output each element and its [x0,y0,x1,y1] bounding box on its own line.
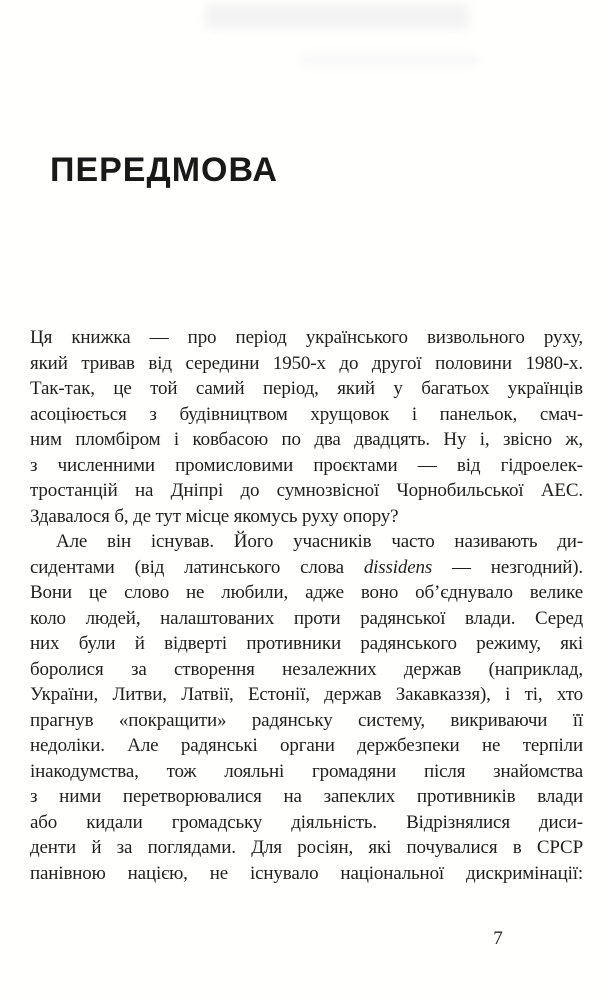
text-segment: недоліки. Але радянські органи держбезпеки не терпіли [30,735,583,756]
text-segment: або кидали громадську діяльність. Відрізнялися диси- [30,811,583,833]
text-segment: з ними перетворювалися на запеклих противників влади [30,786,583,807]
text-segment: Ця книжка — про період українського визвольного руху, [30,327,583,348]
text-segment: Вони це слово не любили, адже воно об’єднувало велике [30,582,583,603]
text-segment: коло людей, налаштованих проти радянської влади. Серед [30,607,583,629]
text-line [30,580,583,606]
chapter-heading: ПЕРЕДМОВА [50,151,278,189]
show-through-smudge [205,4,470,30]
text-line [30,606,583,632]
text-line [30,682,583,708]
text-line [30,861,583,887]
show-through-smudge-small [300,55,480,65]
text-line [30,657,583,683]
text-line [30,708,583,734]
text-line [30,733,583,759]
text-line [30,351,583,377]
latin-term-italic: dissidens [363,556,433,578]
text-segment: денти й за поглядами. Для росіян, які почувалися в СРСР [30,837,583,858]
text-segment: Так-так, це той самий період, який у багатьох українців [30,378,583,399]
text-segment: який тривав від середини 1950-х до другої половини 1980-х. [30,352,583,374]
text-segment: боролися за створення незалежних держав (наприклад, [30,658,583,680]
text-line [30,453,583,479]
text-segment: Здавалося б, де тут місце якомусь руху опору? [30,505,399,527]
text-line [30,427,583,453]
page-number: 7 [493,928,503,949]
text-line [30,402,583,428]
text-segment: України, Литви, Латвії, Естонії, держав Закавказзя), і ті, хто [30,684,583,705]
text-line [30,631,583,657]
text-line [30,325,583,351]
text-line [30,835,583,861]
text-line [30,376,583,402]
text-line [30,555,583,581]
text-line [30,784,583,810]
text-line [30,529,583,555]
text-segment: — незгодний). [432,556,584,578]
text-segment: прагнув «покращити» радянську систему, викриваючи її [30,709,583,731]
text-segment: них були й відверті противники радянського режиму, які [30,633,583,654]
text-segment: ним пломбіром і ковбасою по два двадцять. Ну і, звісно ж, [30,429,583,450]
text-segment: сидентами (від латинського слова [30,556,364,578]
text-segment: тростанцій на Дніпрі до сумнозвісної Чорнобильської АЕС. [30,480,583,501]
text-segment: інакодумства, тож лояльні громадяни після знайомства [30,760,583,782]
text-segment: асоціюється з будівництвом хрущовок і панельок, смач- [30,403,583,425]
text-line [30,810,583,836]
text-line [30,759,583,785]
text-segment: панівною нацією, не існувало національної дискримінації: [30,862,583,884]
body-text [30,325,583,886]
text-line [30,504,583,530]
text-segment: Але він існував. Його учасників часто називають ди- [56,531,583,552]
text-line [30,478,583,504]
text-segment: з численними промисловими проєктами — від гідроелек- [30,454,583,476]
